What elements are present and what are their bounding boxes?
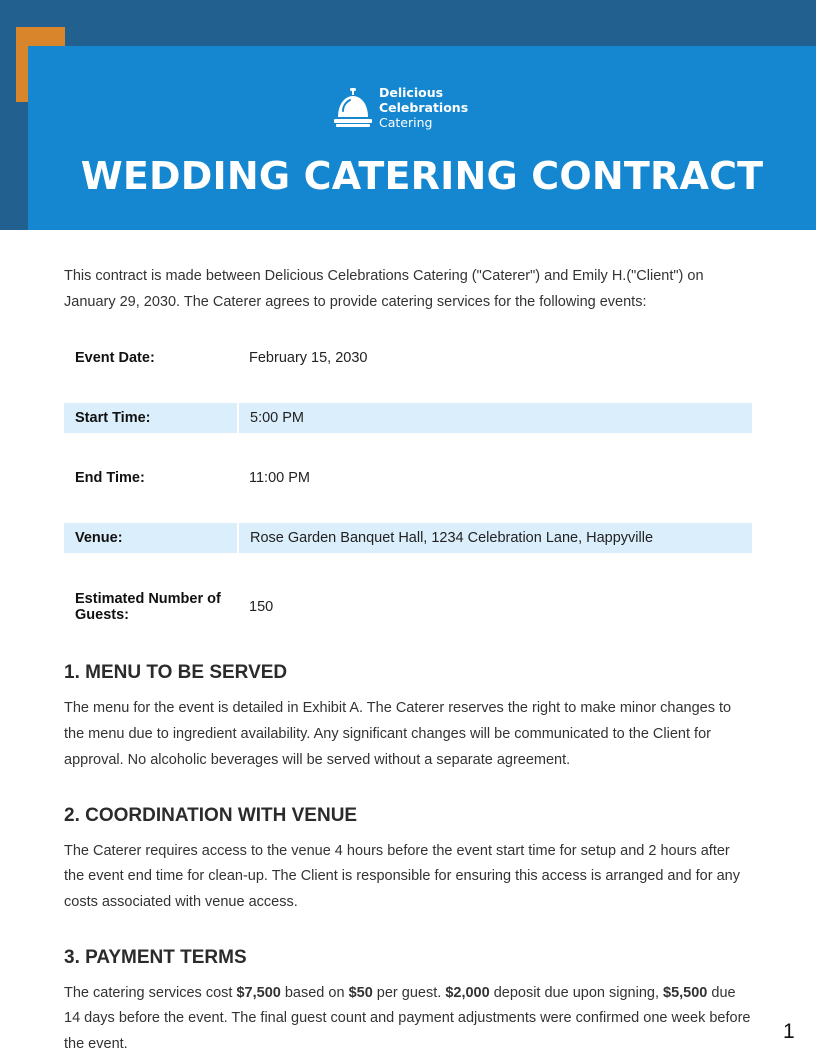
table-row: [64, 343, 752, 373]
row-label: Estimated Number of Guests:: [75, 591, 221, 624]
row-value: 5:00 PM: [238, 403, 752, 433]
logo-text-line3: Catering: [379, 114, 433, 130]
row-label: Start Time:: [64, 403, 238, 433]
table-row: [64, 583, 752, 631]
per-guest-cost: $50: [348, 984, 373, 1001]
row-label: End Time:: [75, 470, 145, 487]
service-bell-icon: [333, 86, 373, 128]
payment-text: based on: [280, 984, 349, 1001]
table-row: [64, 523, 752, 553]
row-label: Venue:: [64, 523, 238, 553]
row-value: 11:00 PM: [249, 470, 310, 487]
section-heading-payment: 3. PAYMENT TERMS: [64, 946, 247, 968]
total-cost: $7,500: [236, 984, 281, 1001]
company-logo: [333, 84, 468, 130]
row-value: Rose Garden Banquet Hall, 1234 Celebration Lane, Happyville: [238, 523, 752, 553]
table-row: [64, 403, 752, 433]
row-value: February 15, 2030: [249, 350, 368, 367]
page-number: 1: [783, 1020, 795, 1043]
logo-wordmark: [379, 85, 468, 130]
payment-text: deposit due upon signing,: [489, 984, 663, 1001]
row-value: 150: [249, 599, 274, 616]
contract-body: [64, 264, 752, 1058]
intro-paragraph: This contract is made between Delicious Celebrations Catering ("Caterer") and Emily H.("Client") on January 29, 2030. The Caterer agrees to provide catering services for the following events:: [64, 268, 704, 310]
balance-amount: $5,500: [663, 984, 708, 1001]
payment-text: due 14 days before the event. The final guest count and payment adjustments were confirmed one week before the event.: [64, 984, 751, 1053]
section-heading-venue: 2. COORDINATION WITH VENUE: [64, 804, 358, 826]
payment-text: The catering services cost: [64, 984, 237, 1001]
section-body-payment: [64, 981, 752, 1058]
section-heading-menu: 1. MENU TO BE SERVED: [64, 662, 288, 684]
logo-text-line2: Celebrations: [379, 99, 469, 115]
deposit-amount: $2,000: [445, 984, 490, 1001]
logo-text-line1: Delicious: [379, 84, 444, 100]
title-banner: [28, 46, 816, 230]
section-body-venue: The Caterer requires access to the venue 4 hours before the event start time for setup and 2 hours after the event end time for clean-up. The Client is responsible for ensuring this access is arranged and for any costs associated with venue access.: [64, 842, 740, 910]
document-title: WEDDING CATERING CONTRACT: [80, 154, 764, 198]
row-label: Event Date:: [75, 350, 155, 367]
section-body-menu: The menu for the event is detailed in Exhibit A. The Caterer reserves the right to make minor changes to the menu due to ingredient availability. Any significant changes will be communicated to the Client for approval. No alcoholic beverages will be served without a separate agreement.: [64, 700, 732, 768]
payment-text: per guest.: [372, 984, 446, 1001]
table-row: [64, 463, 752, 493]
event-details-table: [64, 343, 752, 631]
